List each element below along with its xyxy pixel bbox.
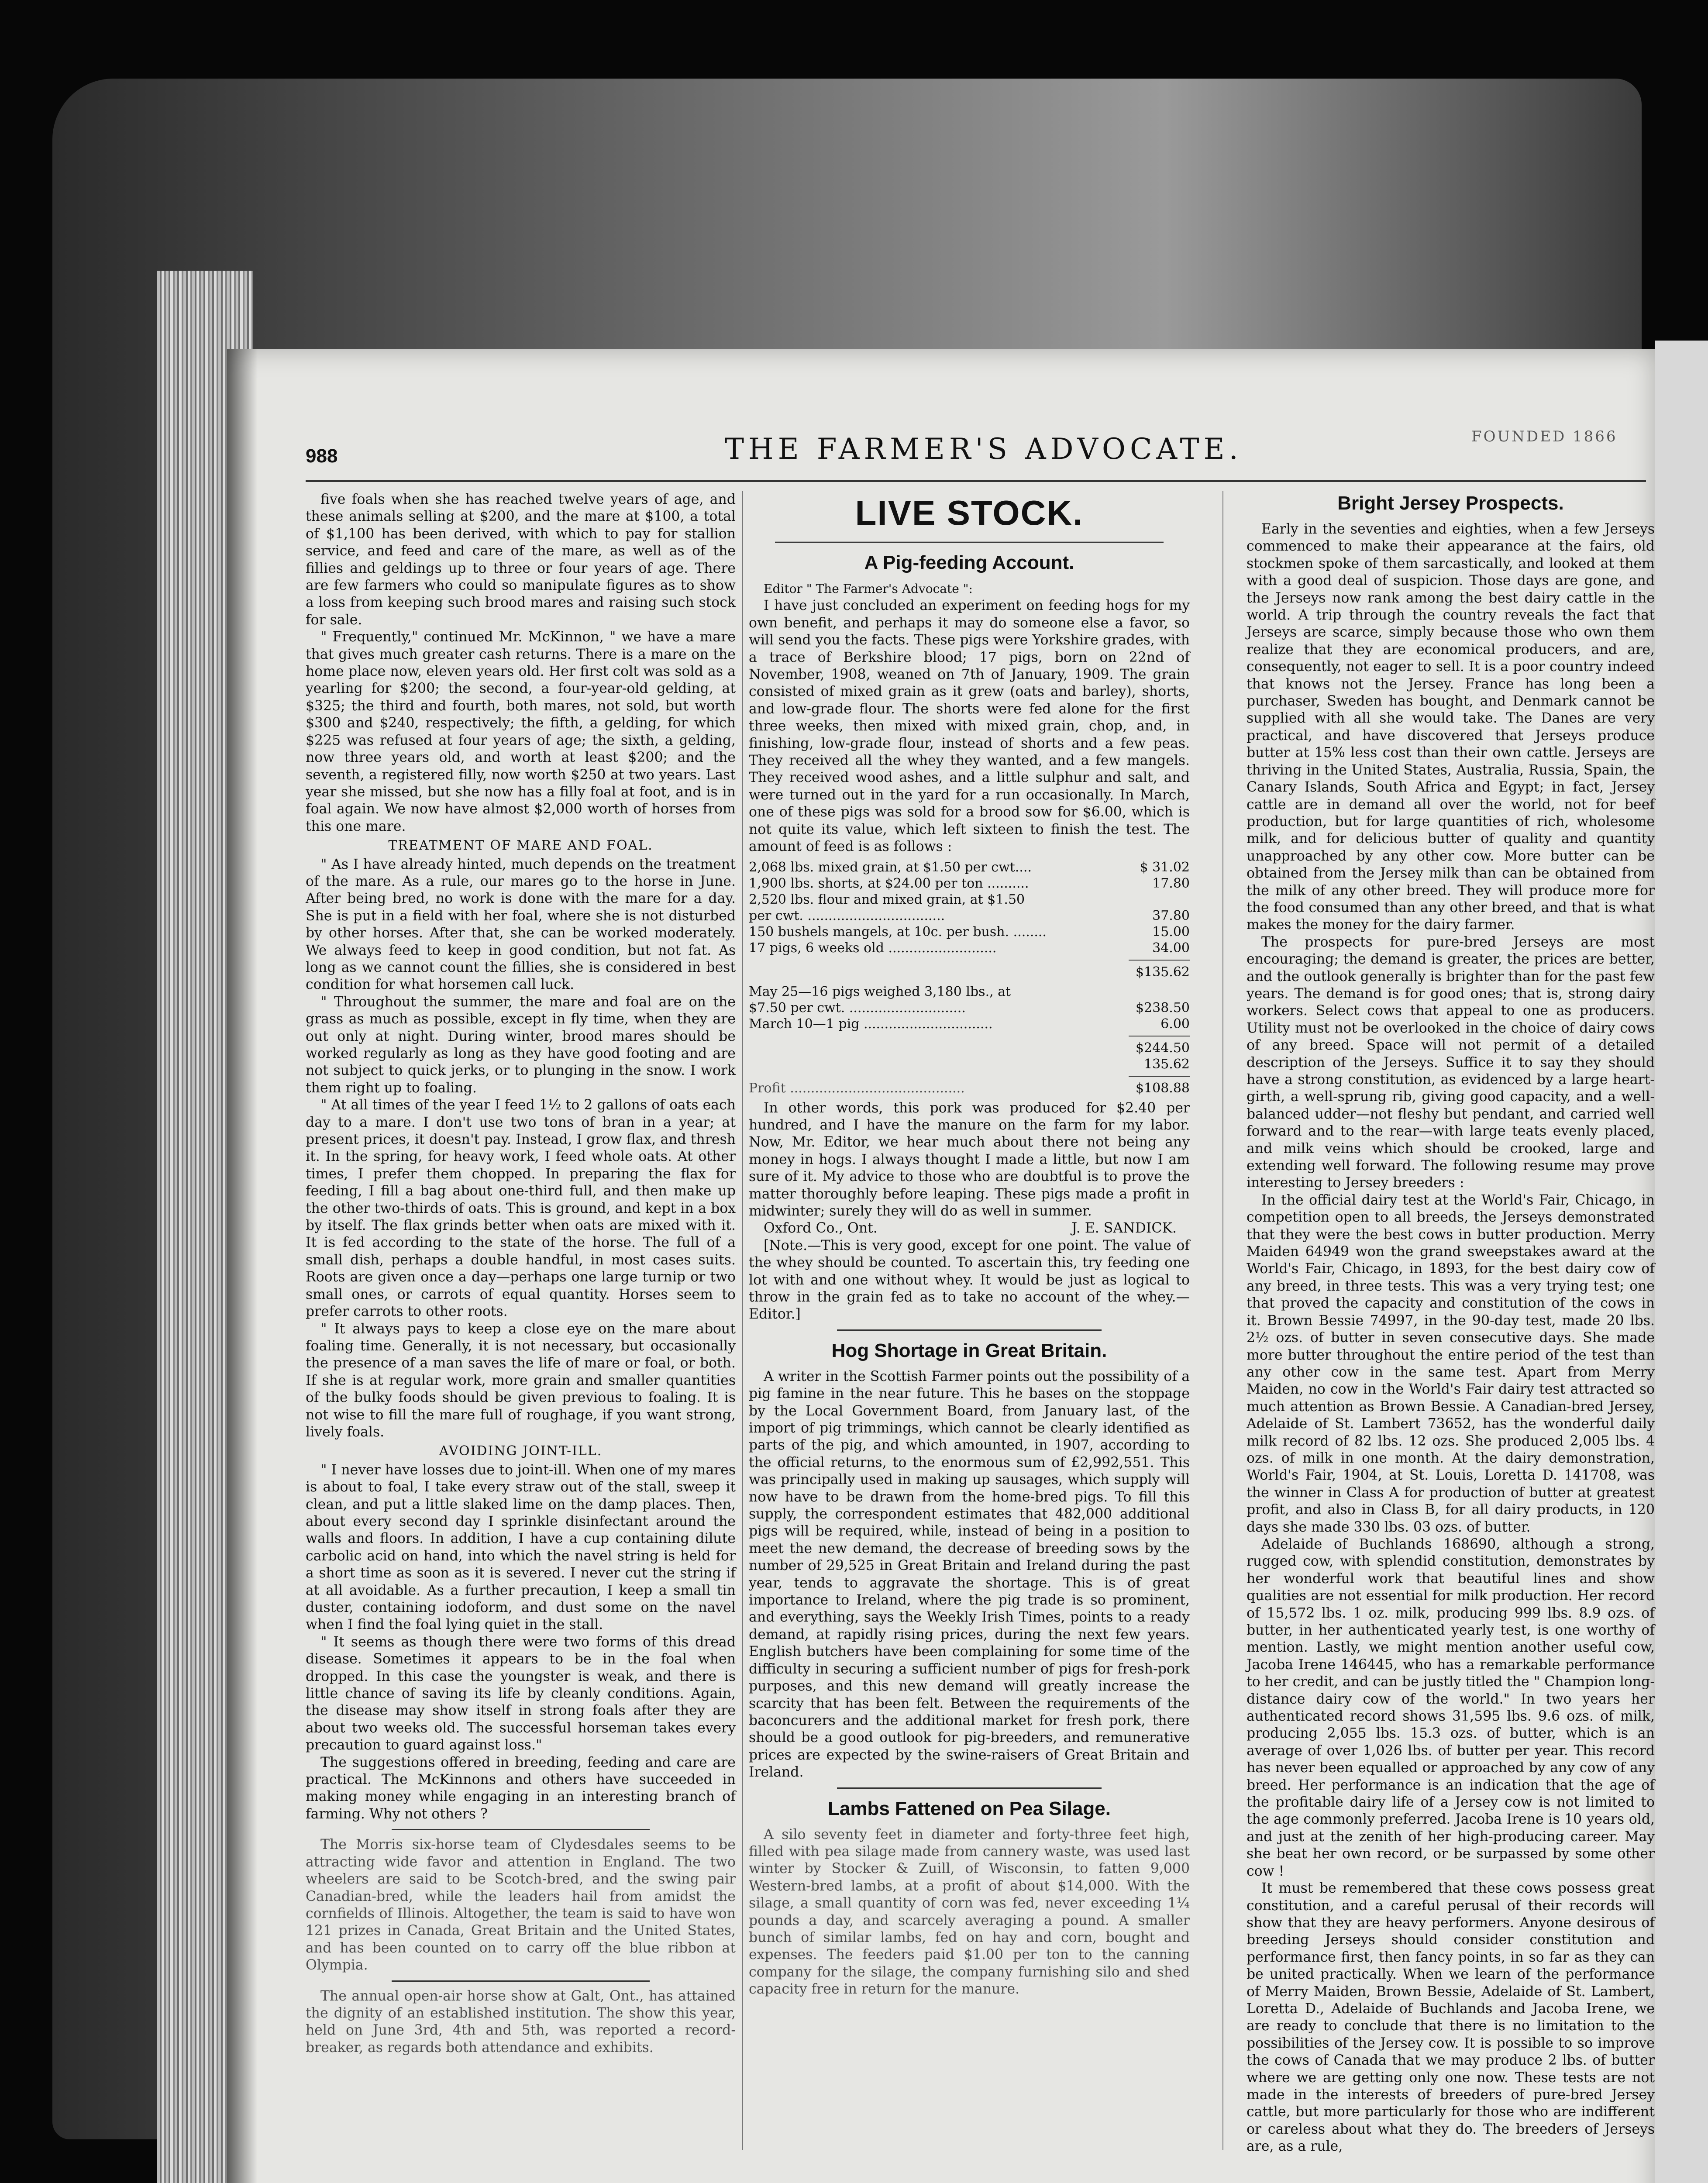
paragraph: Adelaide of Buchlands 168690, although a strong, rugged cow, with splendid constitution, demonstrates by her wonderful work that beautiful lines and show qualities are not essential for milk production. Her record of 15,572 lbs. 1 oz. milk, producing 999 lbs. 8.9 ozs. of butter, in her authenticated yearly test, is one worthy of mention. Lastly, we might mention another useful cow, Jacoba Irene 146445, who has a remarkable performance to her credit, and can be justly titled the " Champion long-distance dairy cow of the world." In two years her authenticated record shows 31,595 lbs. 9.6 ozs. of milk, producing 2,055 lbs. 15.3 ozs. of butter, which is an average of over 1,026 lbs. of butter per year. This record has never been equalled or approached by any cow of any breed. Her performance is an indication that the age of the profitable dairy life of a Jersey cow is not limited to the age commonly preferred. Jacoba Irene is 10 years old, and just at the zenith of her high-producing career. May she beat her own record, or be surpassed by some other cow ! [1247,1536,1655,1879]
editor-note: [Note.—This is very good, except for one point. The value of the whey should be counted. To ascertain this, try feeding one lot with and one without whey. It would be just as logical to throw in the grain fed as to take no account of the whey.—Editor.] [749,1237,1190,1322]
article-headline: Hog Shortage in Great Britain. [831,1339,1107,1361]
table-row [749,1016,1190,1032]
amount: $135.62 [1135,964,1190,980]
item-description: May 25—16 pigs weighed 3,180 lbs., at [749,984,1011,999]
column-right [1247,491,1655,2155]
table-row [749,908,1190,924]
account-total [749,964,1190,980]
feed-account-table [749,859,1190,956]
paragraph: The Morris six-horse team of Clydesdales seems to be attracting wide favor and attention in England. The two wheelers are said to be Scotch-bred, and the swing pair Canadian-bred, while the leaders hail from amidst the cornfields of Illinois. Altogether, the team is said to have won 121 prizes in Canada, Great Britain and the United States, and has been counted on to carry off the blue ribbon at Olympia. [306,1837,736,1973]
table-row [749,940,1190,956]
amount: 37.80 [1152,908,1190,923]
founded-line: FOUNDED 1866 [1471,428,1618,445]
paragraph: The suggestions offered in breeding, feeding and care are practical. The McKinnons and others have succeeded in making money while engaging in an interesting branch of farming. Why not others ? [306,1754,736,1822]
paragraph: " Frequently," continued Mr. McKinnon, " we have a mare that gives much greater cash returns. There is a mare on the home place now, eleven years old. Her first colt was sold as a yearling for $200; the second, a four-year-old gelding, at $325; the third and fourth, both mares, not sold, but worth $300 and $240, respectively; the fifth, a gelding, for which $225 was refused at four years of age; the sixth, a gelding, now three years old, and worth at least $200; and the seventh, a registered filly, now worth $250 at two years. Last year she missed, but she now has a filly foal at foot, and is in foal again. We now have almost $2,000 worth of horses from this one mare. [306,629,736,834]
item-description: 2,068 lbs. mixed grain, at $1.50 per cwt.... [749,859,1032,875]
paragraph: In other words, this pork was produced for $2.40 per hundred, and I have the manure on the farm for my labor. Now, Mr. Editor, we hear much about there not being any money in hogs. I always thought I made a little, but now I am sure of it. My advice to those who are doubtful is to prove the matter thoroughly before leaping. These pigs made a profit in midwinter; surely they will do as well in summer. [749,1100,1190,1219]
paragraph: A writer in the Scottish Farmer points out the possibility of a pig famine in the near future. This he bases on the stoppage by the Local Government Board, from January last, of the import of pig trimmings, which cannot be clearly identified as parts of the pig, and which amounted, in 1907, according to the official returns, to the enormous sum of £2,992,551. This was principally used in making up sausages, which supply will now have to be drawn from the home-bred pigs. To fill this supply, the correspondent estimates that 482,000 additional pigs will be required, while, instead of being in a position to meet the new demand, the decrease of breeding sows by the number of 29,525 in Great Britain and Ireland during the past year, tends to aggravate the shortage. This is of great importance to Ireland, where the pig trade is so prominent, and everything, says the Weekly Irish Times, points to a ready demand, at rapidly rising prices, during the next few years. English butchers have been complaining for some time of the difficulty in securing a sufficient number of pigs for fresh-pork purposes, and this new demand will greatly increase the scarcity that has been felt. Between the requirements of the baconcurers and the additional market for fresh pork, there should be a good outlook for pig-breeders, and remunerative prices are expected by the swine-raisers of Great Britain and Ireland. [749,1368,1190,1780]
item-description: per cwt. ................................. [749,908,945,923]
sales-totals [749,1040,1190,1072]
amount: 17.80 [1152,875,1190,891]
masthead: THE FARMER'S ADVOCATE. [725,432,1243,466]
profit-label: Profit .......................................... [749,1080,965,1096]
signature-place: Oxford Co., Ont. [764,1220,878,1236]
item-description: $7.50 per cwt. ............................ [749,1000,966,1016]
item-description: March 10—1 pig ............................... [749,1016,993,1032]
divider [392,1980,650,1982]
sum-rule [1129,960,1190,961]
amount: 135.62 [1144,1056,1190,1072]
table-row [749,984,1190,1000]
profit-value: $108.88 [1135,1080,1190,1096]
paragraph: " As I have already hinted, much depends on the treatment of the mare. As a rule, our mares go to the horse in June. After being bred, no work is done with the mare for a day. She is put in a field with her foal, where she is not disturbed by other horses. After that, she can be worked moderately. We always feed to keep in good condition, but not fat. As long as we cannot count the fillies, she is considered in best condition for what horsemen call luck. [306,856,736,993]
item-description: 150 bushels mangels, at 10c. per bush. ........ [749,924,1047,940]
column-rule [1222,491,1223,2150]
paragraph: A silo seventy feet in diameter and forty-three feet high, filled with pea silage made from cannery waste, was used last winter by Stocker & Zuill, of Wisconsin, to fatten 9,000 Western-bred lambs, at a profit of about $14,000. With the silage, a small quantity of corn was fed, never exceeding 1¼ pounds a day, and scarcely averaging a pound. A smaller bunch of similar lambs, fed on hay and corn, bought and expenses. The feeders paid $1.00 per ton to the canning company for the silage, the company furnishing silo and shed capacity free in return for the manure. [749,1826,1190,1997]
section-title: LIVE STOCK. [855,493,1084,532]
paragraph: " It seems as though there were two forms of this dread disease. Sometimes it appears to be in the foal when dropped. In this case the youngster is weak, and there is little chance of saving its life by cleanly conditions. Again, the disease may show itself in strong foals after they are about two weeks old. The successful horseman takes every precaution to guard against loss." [306,1634,736,1753]
table-row [749,924,1190,940]
page-number: 988 [306,445,338,467]
divider [837,1787,1102,1789]
paragraph: I have just concluded an experiment on feeding hogs for my own benefit, and perhaps it may do someone else a favor, so will send you the facts. These pigs were Yorkshire grades, with a trace of Berkshire blood; 17 pigs, born on 22nd of November, 1908, weaned on 7th of January, 1909. The grain consisted of mixed grain as it grew (oats and barley), shorts, and low-grade flour. The shorts were fed alone for the first three weeks, then mixed with mixed grain, chop, and, in finishing, low-grade flour, instead of shorts and a few peas. They received all the whey they wanted, and a few mangels. They received wood ashes, and a little sulphur and salt, and were turned out in the yard for a run occasionally. In March, one of these pigs was sold for a brood sow for $6.00, which is not quite its value, which left sixteen to finish the test. The amount of feed is as follows : [749,598,1190,855]
item-description: 2,520 lbs. flour and mixed grain, at $1.50 [749,892,1025,907]
header-rule [306,480,1646,482]
paragraph: It must be remembered that these cows possess great constitution, and a careful perusal of their records will show that they are heavy performers. Anyone desirous of breeding Jerseys should consider constitution and performance first, then fancy points, in so far as they can be united practically. When we learn of the performance of Merry Maiden, Brown Bessie, Adelaide of St. Lambert, Loretta D., Adelaide of Buchlands and Jacoba Irene, we are ready to conclude that there is no limitation to the possibilities of the Jersey cow. It is possible to so improve the cows of Canada that we may produce 2 lbs. of butter where we are getting only one now. These tests are not made in the interests of breeders of pure-bred Jersey cattle, but more particularly for those who are indifferent or careless about what they do. The breeders of Jerseys are, as a rule, [1247,1880,1655,2155]
article-headline: A Pig-feeding Account. [864,552,1074,573]
paragraph: The prospects for pure-bred Jerseys are most encouraging; the demand is greater, the prices are better, and the outlook generally is brighter than for the past few years. The demand is for good ones; that is, strong dairy workers. Select cows that appeal to one as producers. Utility must not be overlooked in the choice of dairy cows of any breed. Space will not permit of a detailed description of the Jerseys. Suffice it to say they should have a strong constitution, as evidenced by a large heart-girth, a well-sprung rib, giving good capacity, and a well-balanced udder—not fleshy but pendant, and carried well forward and to the rear—with large teats evenly placed, and milk veins which should be crooked, large and extending well forward. The following resume may prove interesting to Jersey breeders : [1247,934,1655,1191]
subheading-treatment: TREATMENT OF MARE AND FOAL. [388,838,653,854]
paragraph: Early in the seventies and eighties, when a few Jerseys commenced to make their appearance at the fairs, old stockmen spoke of them sarcastically, and looked at them with a good deal of suspicion. Those days are gone, and the Jerseys now rank among the best dairy cattle in the world. A trip through the country reveals the fact that Jerseys are scarce, simply because those who own them realize that they are economical producers, and are, consequently, not eager to sell. It is a poor country indeed that knows not the Jersey. France has long been a purchaser, Sweden has bought, and Denmark cannot be supplied with all she would take. The Danes are very practical, and have discovered that Jerseys produce butter at 15% less cost than their own cattle. Jerseys are thriving in the United States, Australia, Russia, Spain, the Canary Islands, South Africa and Egypt; in fact, Jersey cattle are in demand all over the world, not for beef production, but for large quantities of rich, wholesome milk, and for delicious butter of quality and quantity unapproached by any other cow. More butter can be obtained from the Jersey milk than can be obtained from the milk of any other breed. They will produce more for the food consumed than any other breed, and that is what makes the money for the dairy farmer. [1247,521,1655,933]
table-row [749,1000,1190,1016]
paragraph: " Throughout the summer, the mare and foal are on the grass as much as possible, except in fly time, when they are out only at night. During winter, brood mares should be worked regularly as long as they have good footing and are not subject to quick jerks, or to plunging in the snow. I work them right up to foaling. [306,994,736,1096]
column-rule [742,491,743,2150]
item-description: 1,900 lbs. shorts, at $24.00 per ton .......... [749,875,1029,891]
amount: $244.50 [1135,1040,1190,1056]
column-left [306,491,736,2155]
divider [837,1329,1102,1331]
table-row [749,859,1190,875]
table-row [749,892,1190,908]
subheading-joint-ill: AVOIDING JOINT-ILL. [439,1443,603,1459]
amount: $ 31.02 [1140,859,1190,875]
gutter-shadow [227,349,258,2183]
paragraph: " I never have losses due to joint-ill. When one of my mares is about to foal, I take every straw out of the stall, sweep it clean, and put a little slaked lime on the damp places. Then, about every second day I sprinkle disinfectant around the walls and floors. In addition, I have a cup containing dilute carbolic acid on hand, into which the navel string is held for a short time as soon as it is severed. I never cut the string if at all avoidable. As a further precaution, I keep a small tin duster, containing iodoform, and dust some on the navel when I find the foal lying quiet in the stall. [306,1462,736,1633]
table-row [749,875,1190,892]
paragraph: In the official dairy test at the World's Fair, Chicago, in competition open to all breeds, the Jerseys demonstrated that they were the best cows in butter production. Merry Maiden 64949 won the grand sweepstakes award at the World's Fair, Chicago, in 1893, for the best dairy cow of any breed, in three tests. This was a very trying test; one that proved the capacity and constitution of the cows in it. Brown Bessie 74997, in the 90-day test, made 20 lbs. 2½ ozs. of butter in seven consecutive days. She made more butter throughout the entire period of the test than any other cow in the same test. Apart from Merry Maiden, no cow in the World's Fair dairy test attracted so much attention as Brown Bessie. A Canadian-bred Jersey, Adelaide of St. Lambert 73652, has the wonderful daily milk record of 82 lbs. 12 ozs. She produced 2,005 lbs. 4 ozs. of milk in one month. At the dairy demonstration, World's Fair, 1904, at St. Louis, Loretta D. 141708, was the winner in Class A for production of butter at greatest profit, and also in Class B, for all dairy products, in 120 days she made 330 lbs. 03 ozs. of butter. [1247,1192,1655,1535]
paragraph: The annual open-air horse show at Galt, Ont., has attained the dignity of an established institution. The show this year, held on June 3rd, 4th and 5th, was reported a record-breaker, as regards both attendance and exhibits. [306,1988,736,2056]
adjacent-page-strip [1655,341,1708,2183]
signature-name: J. E. SANDICK. [1071,1220,1177,1236]
paragraph: " It always pays to keep a close eye on the mare about foaling time. Generally, it is not necessary, but occasionally the presence of a man saves the life of mare or foal, or both. If she is at regular work, more grain and smaller quantities of the bulky foods should be given previous to foaling. It is not wise to fill the mare full of roughage, if you want strong, lively foals. [306,1321,736,1440]
signature [749,1220,1190,1237]
paragraph: " At all times of the year I feed 1½ to 2 gallons of oats each day to a mare. I don't use two tons of bran in a year; at present prices, it doesn't pay. Instead, I grow flax, and thresh it. In the spring, for heavy work, I feed whole oats. At other times, I prefer them chopped. In preparing the flax for feeding, I fill a bag about one-third full, and then make up the other two-thirds of oats. This is ground, and kept in a box by itself. The flax grinds better when oats are mixed with it. It is fed according to the state of the horse. The full of a small dish, perhaps a double handful, in most cases suits. Roots are given once a day—perhaps one large turnip or two small ones, or carrots of equal quantity. Horses seem to prefer carrots to other roots. [306,1097,736,1320]
column-middle [749,491,1190,2176]
paragraph: five foals when she has reached twelve years of age, and these animals selling at $200, and the mare at $100, a total of $1,100 has been derived, with which to pay for stallion service, and feed and care of the mare, as well as of the fillies and geldings up to three or four years of age. There are few farmers who could so manipulate figures as to show a loss from keeping such brood mares and raising such stock for sale. [306,492,736,628]
amount: 34.00 [1152,940,1190,956]
amount: 6.00 [1160,1016,1190,1032]
item-description: 17 pigs, 6 weeks old .......................... [749,940,997,956]
sales-table [749,984,1190,1032]
byline: Editor " The Farmer's Advocate ": [764,582,973,596]
article-headline: Lambs Fattened on Pea Silage. [828,1797,1111,1819]
article-headline: Bright Jersey Prospects. [1337,492,1564,514]
divider [392,1829,650,1830]
amount [1111,892,1190,908]
title-rule [775,541,1164,543]
profit-row [749,1080,1190,1096]
amount: 15.00 [1152,924,1190,940]
amount: $238.50 [1135,1000,1190,1016]
amount [1111,984,1190,1000]
sum-rule [1129,1076,1190,1077]
